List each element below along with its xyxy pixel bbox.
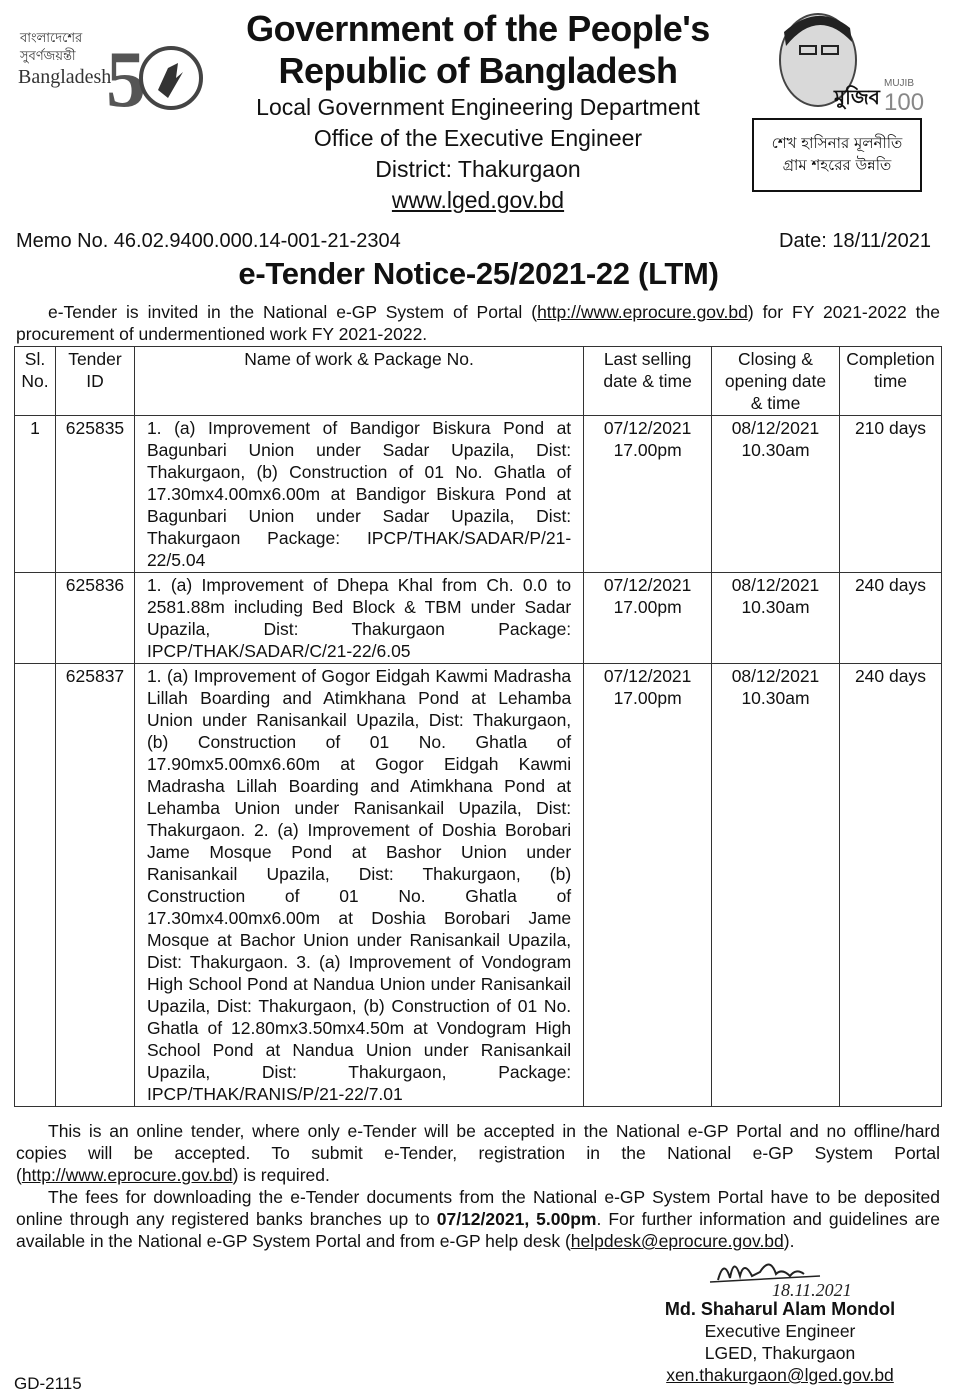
cell-sl [15, 573, 56, 664]
title-line-2: Republic of Bangladesh [278, 50, 678, 91]
intro-text-before: e-Tender is invited in the National e-GP System of Portal ( [48, 302, 538, 322]
tender-table [14, 346, 942, 1107]
cell-tender-id: 625835 [55, 416, 134, 573]
signer-office: LGED, Thakurgaon [704, 1343, 856, 1363]
footer-text [16, 1120, 940, 1252]
slogan-box [752, 118, 922, 192]
logo-bangla-text-2: সুবর্ণজয়ন্তী [20, 49, 76, 64]
closing-date: 08/12/2021 [731, 575, 820, 595]
district-name: District: Thakurgaon [375, 156, 581, 182]
selling-time: 17.00pm [613, 688, 682, 708]
golden-jubilee-logo [8, 8, 208, 118]
signature-block [640, 1298, 920, 1386]
selling-time: 17.00pm [613, 440, 682, 460]
closing-date: 08/12/2021 [731, 666, 820, 686]
col-header-selling: Last selling date & time [584, 347, 712, 416]
cell-completion: 210 days [839, 416, 941, 573]
intro-text-after: ) for FY 2021-2022 the procurement of undermentioned work FY 2021-2022. [16, 302, 940, 344]
handwritten-signature [700, 1250, 900, 1300]
table-row [15, 664, 942, 1107]
logo-figure-icon [158, 63, 183, 98]
title-line-1: Government of the People's [246, 8, 710, 49]
table-row [15, 573, 942, 664]
signer-email-link[interactable]: xen.thakurgaon@lged.gov.bd [666, 1365, 894, 1385]
memo-date: Date: 18/11/2021 [779, 230, 931, 252]
footer-p2-after: ). [783, 1231, 795, 1251]
document-code: GD-2115 [14, 1374, 82, 1393]
signer-email[interactable] [640, 1364, 920, 1386]
cell-work: 1. (a) Improvement of Gogor Eidgah Kawmi Madrasha Lillah Boarding and Atimkhana Pond at Lehamba Union under Ranisankail Upazila, Dist: Thakurgaon, (b) Construction of 01 No. Ghatla of 17.90mx5.00mx6.60m at Gogor Eidgah Kawmi Madrasha Lillah Boarding and Atimkhana Pond at Lehamba Union under Ranisankail Upazila, Dist: Thakurgaon. 2. (a) Improvement of Doshia Borobari Jame Mosque Pond at Bashor Union under Ranisankail Upazila, Dist: Thakurgaon, (b) Construction of 01 No. Ghatla of 17.30mx4.00mx6.00m at Doshia Borobari Jame Mosque at Bachor Union under Ranisankail Upazila, Dist: Thakurgaon. 3. (a) Improvement of Vondogram High School Pond at Nandua Union under Ranisankail Upazila, Dist: Thakurgaon, (b) Construction of 01 No. Ghatla of 12.80mx3.50mx4.50m at Vondogram High School Pond at Nandua Union under Ranisankail Upazila, Dist: Thakurgaon, Package: IPCP/THAK/RANIS/P/21-22/7.01 [134, 664, 583, 1107]
website-url[interactable]: www.lged.gov.bd [391, 187, 565, 213]
cell-selling [584, 664, 712, 1107]
slogan-line-2: গ্রাম শহরের উন্নতি [782, 156, 892, 174]
selling-date: 07/12/2021 [603, 418, 692, 438]
eprocure-link[interactable]: http://www.eprocure.gov.bd [537, 302, 748, 322]
col-header-closing: Closing & opening date & time [712, 347, 840, 416]
table-row [15, 416, 942, 573]
signature-date: 18.11.2021 [772, 1280, 852, 1300]
intro-paragraph [16, 301, 940, 345]
closing-time: 10.30am [741, 597, 810, 617]
cell-selling [584, 416, 712, 573]
memo-number: Memo No. 46.02.9400.000.14-001-21-2304 [16, 230, 401, 252]
cell-closing [712, 573, 840, 664]
table-header-row [15, 347, 942, 416]
logo-bangla-text: বাংলাদেশের [20, 31, 83, 46]
mujib-centenary-logo [760, 6, 930, 118]
closing-time: 10.30am [741, 440, 810, 460]
cell-work: 1. (a) Improvement of Dhepa Khal from Ch. 0.0 to 2581.88m including Bed Block & TBM under Sadar Upazila, Dist: Thakurgaon Package: IPCP/THAK/SADAR/C/21-22/6.05 [134, 573, 583, 664]
header-titles [200, 8, 756, 216]
cell-tender-id: 625837 [55, 664, 134, 1107]
signer-designation: Executive Engineer [704, 1321, 856, 1341]
col-header-sl: Sl. No. [15, 347, 56, 416]
cell-completion: 240 days [839, 573, 941, 664]
selling-date: 07/12/2021 [603, 666, 692, 686]
col-header-tender-id: Tender ID [55, 347, 134, 416]
mujib-logo-graphic [760, 6, 930, 118]
footer-p2-middle: . For further information and guidelines are available in the National e-GP System Portal and from e-GP help desk ( [16, 1209, 940, 1251]
cell-closing [712, 664, 840, 1107]
cell-sl [15, 664, 56, 1107]
footer-paragraph-2 [16, 1186, 940, 1252]
cell-completion: 240 days [839, 664, 941, 1107]
notice-title: e-Tender Notice-25/2021-22 (LTM) [238, 256, 719, 291]
logo-50-graphic [8, 8, 208, 118]
footer-paragraph-1 [16, 1120, 940, 1186]
cell-work: 1. (a) Improvement of Bandigor Biskura Pond at Bagunbari Union under Sadar Upazila, Dist: Thakurgaon, (b) Construction of 01 No. Ghatla of 17.30mx4.00mx6.00m at Bandigor Biskura Pond at Bagunbari Union under Sadar Upazila, Dist: Thakurgaon Package: IPCP/THAK/SADAR/P/21-22/5.04 [134, 416, 583, 573]
website-link[interactable] [200, 185, 756, 216]
mujib-100-number: 100 [884, 89, 925, 116]
closing-time: 10.30am [741, 688, 810, 708]
logo-50-number: 5 [106, 36, 146, 118]
slogan-line-1: শেখ হাসিনার মূলনীতি [771, 134, 903, 152]
cell-sl: 1 [15, 416, 56, 573]
selling-time: 17.00pm [613, 597, 682, 617]
cell-tender-id: 625836 [55, 573, 134, 664]
deadline-bold: 07/12/2021, 5.00pm [436, 1209, 597, 1229]
col-header-work: Name of work & Package No. [134, 347, 583, 416]
cell-selling [584, 573, 712, 664]
signature-graphic [700, 1250, 900, 1300]
eprocure-link-footer[interactable]: http://www.eprocure.gov.bd [21, 1165, 233, 1185]
footer-p1-after: ) is required. [232, 1165, 330, 1185]
signer-name: Md. Shaharul Alam Mondol [664, 1299, 896, 1319]
footer-p1-before: This is an online tender, where only e-Tender will be accepted in the National e-GP Portal and no offline/hard copies will be accepted. To submit e-Tender, registration in the National e-GP System Portal ( [16, 1121, 940, 1185]
helpdesk-email-link[interactable]: helpdesk@eprocure.gov.bd [570, 1231, 784, 1251]
mujib-bangla-text: মুজিব [834, 85, 880, 109]
selling-date: 07/12/2021 [603, 575, 692, 595]
department-name: Local Government Engineering Department [256, 94, 700, 120]
government-title [200, 8, 756, 92]
footer-p2-before: The fees for downloading the e-Tender documents from the National e-GP System Portal have to be deposited online through any registered banks branches up to [16, 1187, 940, 1229]
cell-closing [712, 416, 840, 573]
col-header-completion: Completion time [839, 347, 941, 416]
logo-bangladesh-text: Bangladesh [18, 66, 112, 88]
closing-date: 08/12/2021 [731, 418, 820, 438]
mujib-label: MUJIB [884, 78, 914, 89]
office-name: Office of the Executive Engineer [313, 125, 643, 151]
